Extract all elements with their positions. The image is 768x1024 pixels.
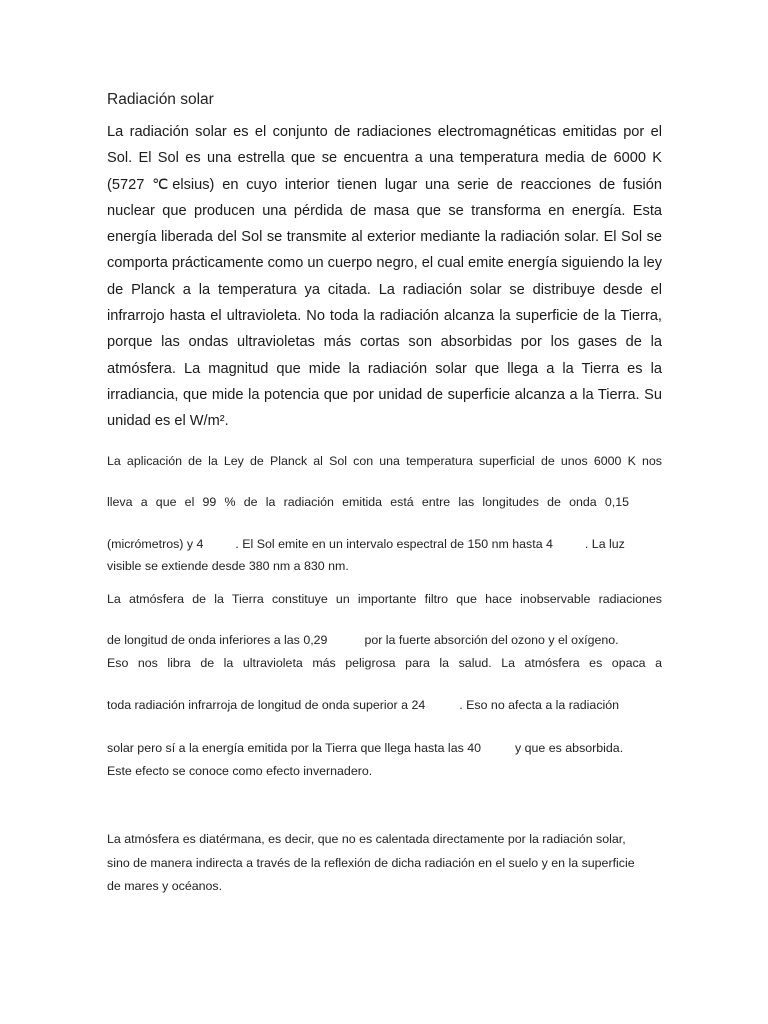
atmosphere-line-1: La atmósfera de la Tierra constituye un importante filtro que hace inobservable radiaciones	[107, 592, 662, 606]
planck-line-3a: (micrómetros) y 4	[107, 537, 204, 551]
atmosphere-line-5	[107, 739, 662, 757]
document-title: Radiación solar	[107, 91, 214, 108]
atmosphere-line-2b: por la fuerte absorción del ozono y el oxígeno.	[364, 633, 619, 647]
diathermic-line-1: La atmósfera es diatérmana, es decir, que no es calentada directamente por la radiación solar,	[107, 832, 626, 846]
planck-line-3	[107, 535, 662, 553]
diathermic-line-3: de mares y océanos.	[107, 879, 223, 893]
atmosphere-line-5a: solar pero sí a la energía emitida por la Tierra que llega hasta las 40	[107, 741, 481, 755]
atmosphere-line-6: Este efecto se conoce como efecto invernadero.	[107, 764, 373, 778]
planck-line-3c: . La luz	[584, 537, 625, 551]
planck-line-4: visible se extiende desde 380 nm a 830 nm.	[107, 559, 349, 573]
planck-line-3b: . El Sol emite en un intervalo espectral de 150 nm hasta 4	[235, 537, 553, 551]
atmosphere-line-4	[107, 696, 662, 714]
planck-line-1: La aplicación de la Ley de Planck al Sol con una temperatura superficial de unos 6000 K nos	[107, 454, 662, 468]
intro-paragraph: La radiación solar es el conjunto de radiaciones electromagnéticas emitidas por el Sol. El Sol es una estrella que se encuentra a una temperatura media de 6000 K (5727 ℃elsius) en cuyo interior tienen lugar una serie de reacciones de fusión nuclear que producen una pérdida de masa que se transforma en energía. Esta energía liberada del Sol se transmite al exterior mediante la radiación solar. El Sol se comporta prácticamente como un cuerpo negro, el cual emite energía siguiendo la ley de Planck a la temperatura ya citada. La radiación solar se distribuye desde el infrarrojo hasta el ultravioleta. No toda la radiación alcanza la superficie de la Tierra, porque las ondas ultravioletas más cortas son absorbidas por los gases de la atmósfera. La magnitud que mide la radiación solar que llega a la Tierra es la irradiancia, que mide la potencia que por unidad de superficie alcanza a la Tierra. Su unidad es el W/m².	[107, 124, 662, 430]
atmosphere-line-2	[107, 631, 662, 649]
atmosphere-line-3: Eso nos libra de la ultravioleta más peligrosa para la salud. La atmósfera es opaca a	[107, 656, 662, 670]
atmosphere-line-2a: de longitud de onda inferiores a las 0,29	[107, 633, 328, 647]
atmosphere-line-5b: y que es absorbida.	[515, 741, 624, 755]
atmosphere-line-4b: . Eso no afecta a la radiación	[459, 698, 620, 712]
atmosphere-line-4a: toda radiación infrarroja de longitud de onda superior a 24	[107, 698, 426, 712]
diathermic-line-2: sino de manera indirecta a través de la reflexión de dicha radiación en el suelo y en la superficie	[107, 856, 635, 870]
planck-line-2: lleva a que el 99 % de la radiación emitida está entre las longitudes de onda 0,15	[107, 495, 629, 509]
